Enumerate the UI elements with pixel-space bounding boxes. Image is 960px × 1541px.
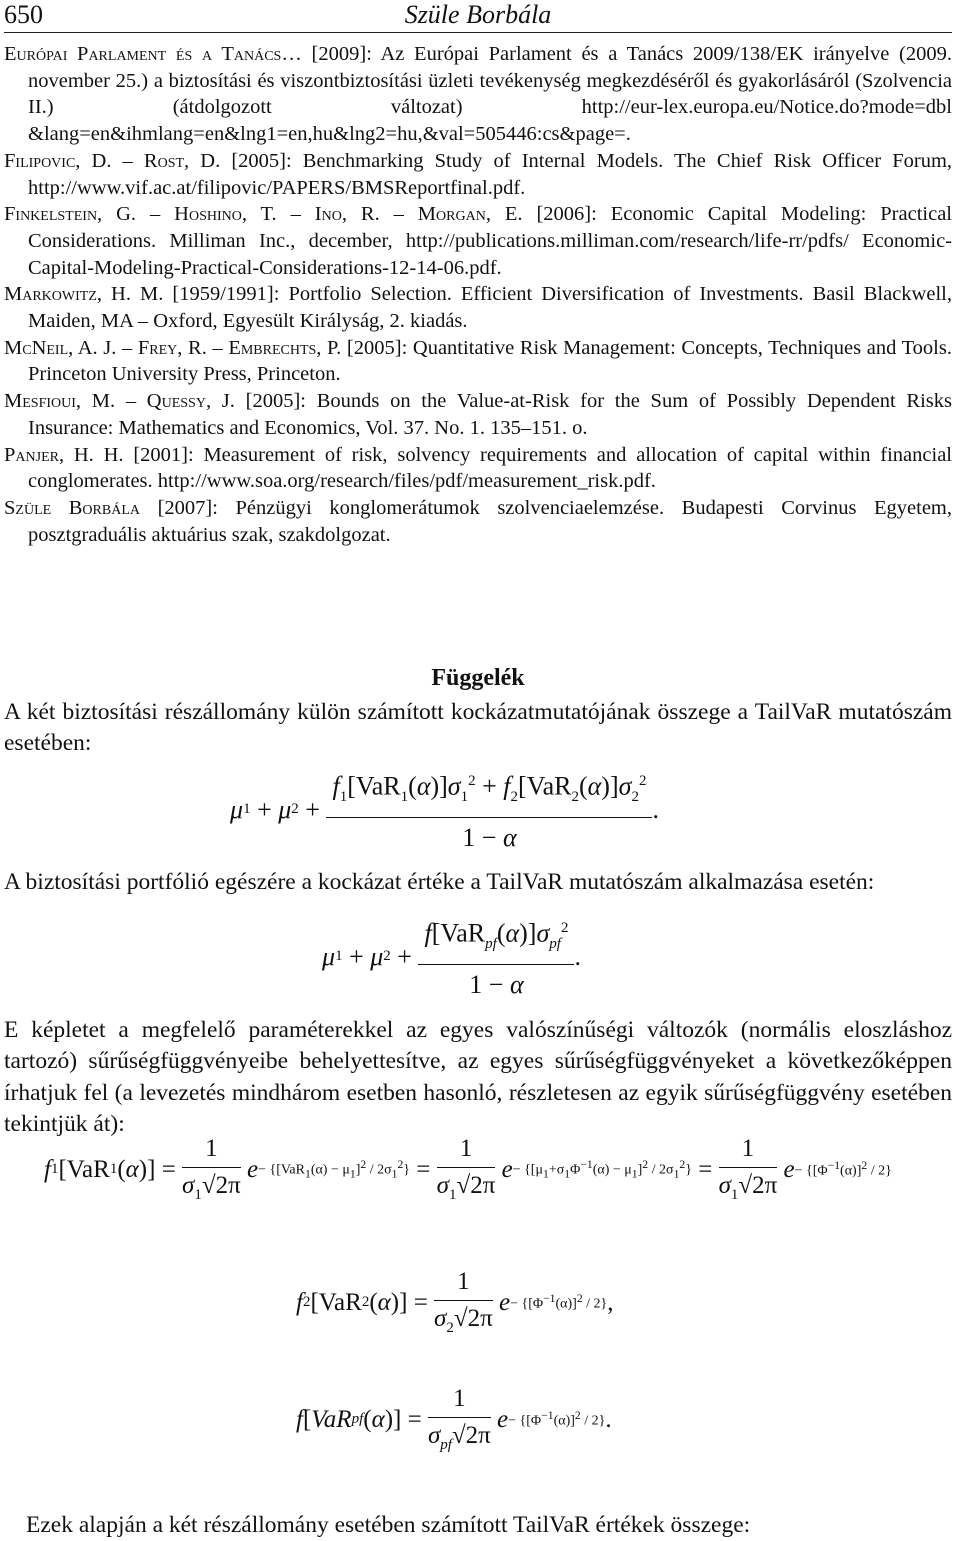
reference-text: [2005]: Benchmarking Study of Internal Models. The Chief Risk Officer Forum, http://www.vif.ac.at/filipovic/PAPERS/BMSReportfinal.pdf.: [28, 149, 953, 199]
reference-text: [2007]: Pénzügyi konglomerátumok szolvenciaelemzése. Budapesti Corvinus Egyetem, posztgraduális aktuárius szak, szakdolgozat.: [28, 496, 952, 546]
appendix-paragraph-3: E képletet a megfelelő paraméterekkel az egyes valószínűségi változók (normális eloszláshoz tartozó) sűrűségfüggvényeibe behelyettesítve, az egyes sűrűségfüggvényeket a következőképpen írhatjuk fel (a levezetés mindhárom esetben hasonló, részletesen az egyik sűrűségfüggvény esetében tekintjük át):: [4, 1016, 952, 1138]
appendix-section: [4, 663, 952, 1141]
closing-sentence: Ezek alapján a két részállomány esetében számított TailVaR értékek összege:: [26, 1512, 751, 1538]
reference-authors: Filipovic, D. – Rost, D.: [4, 149, 221, 172]
reference-item: [4, 148, 952, 201]
page-number: 650: [4, 0, 43, 29]
reference-list: [4, 41, 952, 548]
reference-text: [1959/1991]: Portfolio Selection. Efficient Diversification of Investments. Basil Blackwell, Maiden, MA – Oxford, Egyesült Királyság, 2. kiadás.: [28, 283, 952, 333]
formula-density-f2: f 2 [VaR 2 ( α )] = $\frac{1}{\sigma_2√2\pi}$ e − $\{[\Phi^{-1}(\alpha)]^2 / 2\}$ ,: [296, 1268, 614, 1336]
running-head: Szüle Borbála: [404, 0, 552, 29]
reference-authors: Panjer, H. H.: [4, 443, 124, 466]
formula-tailvar-sum: μ 1 + μ 2 + $\frac{f_1[VaR_1(\alpha)]\sigma_1^2 + f_2[VaR_2(\alpha)]\sigma_2^2}{1 - \alpha}$ .: [230, 766, 952, 854]
appendix-paragraph-1: A két biztosítási részállomány külön számított kockázatmutatójának összege a TailVaR mutatószám esetében:: [4, 698, 952, 756]
reference-authors: McNeil, A. J. – Frey, R. – Embrechts, P.: [4, 336, 342, 359]
reference-text: [2006]: Economic Capital Modeling: Practical Considerations. Milliman Inc., december, http://publications.milliman.com/research/life-rr/pdfs/ Economic-Capital-Modeling-Practical-Considerations-12-14-06.pdf.: [28, 203, 952, 279]
reference-item: [4, 442, 952, 495]
reference-item: [4, 335, 952, 388]
reference-item: [4, 201, 952, 281]
reference-text: [2001]: Measurement of risk, solvency requirements and allocation of capital within financial conglomerates. http://www.soa.org/research/files/pdf/measurement_risk.pdf.: [28, 443, 952, 493]
reference-text: [2005]: Bounds on the Value-at-Risk for the Sum of Possibly Dependent Risks Insurance: Mathematics and Economics, Vol. 37. No. 1. 135–151. o.: [28, 390, 952, 439]
appendix-paragraph-2: A biztosítási portfólió egészére a kockázat értéke a TailVaR mutatószám alkalmazása esetén:: [4, 869, 875, 896]
formula-density-fpf: f [ VaR pf ( α )] = $\frac{1}{\sigma_{pf}√2\pi}$ e − $\{[\Phi^{-1}(\alpha)]^2 / 2\}$ .: [296, 1385, 612, 1453]
reference-authors: Szüle Borbála: [4, 496, 140, 519]
header-rule: [4, 32, 952, 33]
reference-item: [4, 281, 952, 334]
reference-item: [4, 495, 952, 548]
reference-text: [2009]: Az Európai Parlament és a Tanács 2009/138/EK irányelve (2009. november 25.) a biztosítási és viszontbiztosítási üzleti tevékenység megkezdéséről és gyakorlásáról (Szolvencia II.) (átdolgozott változat) http://eur-lex.europa.eu/Notice.do?mode=dbl &lang=en&ihmlang=en&lng1=en,hu&lng2=hu,&val=505446:cs&page=.: [28, 43, 952, 146]
formula-tailvar-portfolio: μ 1 + μ 2 + $\frac{f[VaR_{pf}(\alpha)]\sigma_{pf}^2}{1 - \alpha}$ .: [322, 913, 952, 1001]
appendix-title: Függelék: [431, 665, 525, 691]
reference-item: [4, 41, 952, 148]
reference-authors: Finkelstein, G. – Hoshino, T. – Ino, R. – Morgan, E.: [4, 203, 523, 226]
reference-text: [2005]: Quantitative Risk Management: Concepts, Techniques and Tools. Princeton University Press, Princeton.: [28, 336, 952, 386]
reference-authors: Mesfioui, M. – Quessy, J.: [4, 390, 235, 413]
reference-authors: Európai Parlament és a Tanács…: [4, 43, 302, 65]
reference-authors: Markowitz, H. M.: [4, 283, 164, 306]
reference-item: [4, 388, 952, 441]
formula-density-f1: f 1 [VaR 1 ( α )] = $\frac{1}{\sigma_1√2\pi}$ e − $\{[VaR_1(\alpha) - \mu_1]^2 / 2\sigma_1^2\}$ = $\frac{1}{\sigma_1√2\pi}$ e − $\{[\mu_1+\sigma_1\Phi^{-1}(\alpha) - \mu_1]^2 / 2\sigma_1^2\}$ = $\frac{1}{\sigma_1√2\pi}$ e − $\{[\Phi^{-1}(\alpha)]^2 / 2\}$: [44, 1135, 892, 1203]
page-header: [4, 0, 952, 34]
